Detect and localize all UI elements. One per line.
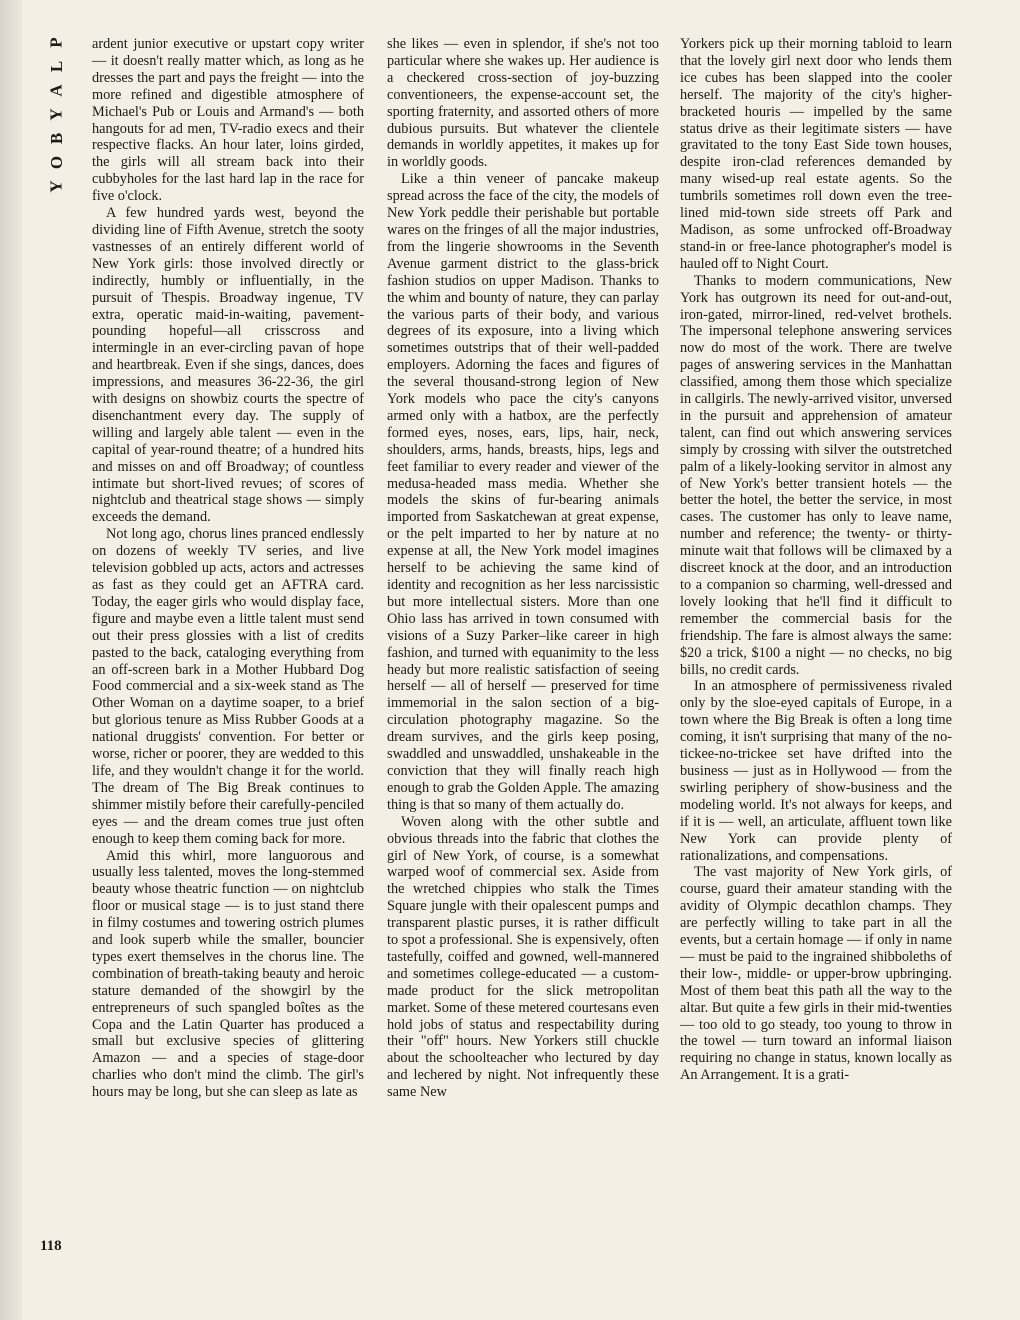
- masthead-letter: L: [47, 59, 66, 73]
- paragraph: Woven along with the other subtle and obvious threads into the fabric that clothes the girl of New York, of course, is a somewhat warped woof of commercial sex. Aside from the wretched chippies who stalk the Times Square jungle with their opalescent pumps and transparent plastic purses, it is rather difficult to spot a professional. She is expensively, often tastefully, coiffed and gowned, well-mannered and sometimes college-educated — a custom-made product for the slick metropolitan market. Some of these metered courtesans even hold jobs of status and respectability during their "off" hours. New Yorkers still chuckle about the schoolteacher who lectured by day and lechered by night. Not infrequently these same New: [387, 813, 659, 1101]
- masthead-letter: Y: [47, 179, 66, 193]
- paragraph: Not long ago, chorus lines pranced endlessly on dozens of weekly TV series, and live television gobbled up acts, actors and actresses as fast as they could get an AFTRA card. Today, the eager girls who would display face, figure and maybe even a little talent must send out their press glossies with a list of credits pasted to the back, cataloging everything from an off-screen bark in a Mother Hubbard Dog Food commercial and a six-week stand as The Other Woman on a daytime soaper, to a brief but glorious tenure as Miss Rubber Goods at a national druggists' convention. For better or worse, richer or poorer, they are wedded to this life, and they wouldn't change it for the world. The dream of The Big Break continues to shimmer mistily before their carefully-penciled eyes — and the dream comes true just often enough to keep them coming back for more.: [92, 526, 364, 847]
- page-edge: [0, 0, 22, 1320]
- paragraph: In an atmosphere of permissiveness rivaled only by the sloe-eyed capitals of Europe, in a town where the Big Break is often a long time coming, it isn't surprising that many of the no-tickee-no-trickee set have drifted into the business — just as in Hollywood — from the swirling periphery of show-business and the modeling world. It's not always for keeps, and if it is — well, an articulate, affluent town like New York can provide plenty of rationalizations, and compensations.: [680, 678, 952, 864]
- masthead-letter: P: [46, 36, 66, 48]
- masthead-letter: O: [46, 154, 66, 170]
- paragraph: Amid this whirl, more languorous and usually less talented, moves the long-stemmed beauty whose theatric function — on nightclub floor or musical stage — is to just stand there in filmy costumes and towering ostrich plumes and look superb while the smaller, bouncier types exert themselves in the chorus line. The combination of breath-taking beauty and heroic stature demanded of the showgirl by the entrepreneurs of such spangled boîtes as the Copa and the Latin Quarter has produced a small but exclusive species of glittering Amazon — and a species of stage-door charlies who don't mind the climb. The girl's hours may be long, but she can sleep as late as: [92, 847, 364, 1101]
- paragraph: Like a thin veneer of pancake makeup spread across the face of the city, the models of New York peddle their perishable but portable wares on the fringes of all the major industries, from the lingerie showrooms in the Seventh Avenue garment district to the glass-brick fashion studios on upper Madison. Thanks to the whim and bounty of nature, they can parlay the various parts of their body, and various degrees of its exposure, into a living which sometimes outstrips that of their well-padded employers. Adorning the faces and figures of the several thousand-strong legion of New York models who pace the city's canyons armed only with a hatbox, are the perfectly formed eyes, noses, ears, lips, hair, neck, shoulders, arms, hands, breasts, hips, legs and feet familiar to every reader and viewer of the medusa-headed mass media. Whether she models the skins of fur-bearing animals imported from Saskatchewan at great expense, or the pelt imparted to her by nature at no expense at all, the New York model imagines herself to be achieving the same kind of identity and recognition as her less narcissistic but more intellectual sisters. More than one Ohio lass has arrived in town consumed with visions of a Suzy Parker–like career in high fashion, and turned with equanimity to the less heady but more realistic satisfaction of seeing herself — all of herself — preserved for time immemorial in the salon section of a big-circulation photography magazine. So the dream survives, and the girls keep posing, swaddled and unswaddled, unshakeable in the conviction that they will finally reach high enough to grab the Golden Apple. The amazing thing is that so many of them actually do.: [387, 171, 659, 813]
- masthead: [42, 30, 72, 198]
- paragraph: she likes — even in splendor, if she's not too particular where she wakes up. Her audience is a checkered cross-section of joy-buzzing conventioneers, the expense-account set, the sporting fraternity, and assorted others of more dubious pursuits. But whatever the clientele demands in worldly appetites, it makes up for in worldly goods.: [387, 36, 659, 171]
- masthead-letter: B: [47, 131, 66, 145]
- text-column-2: [387, 36, 659, 1101]
- masthead-letter: A: [47, 83, 66, 97]
- paragraph: The vast majority of New York girls, of course, guard their amateur standing with the avidity of Olympic decathlon champs. They are perfectly willing to take part in all the events, but a certain homage — if only in name — must be paid to the ingrained shibboleths of their low-, middle- or upper-brow upbringing. Most of them beat this path all the way to the altar. But quite a few girls in their mid-twenties — too old to go steady, too young to throw in the towel — turn toward an informal liaison requiring no change in status, known locally as An Arrangement. It is a grati-: [680, 864, 952, 1084]
- paragraph: Thanks to modern communications, New York has outgrown its need for out-and-out, iron-gated, mirror-lined, red-velvet brothels. The impersonal telephone answering services now do most of the work. There are twelve pages of answering services in the Manhattan classified, among them those which specialize in callgirls. The newly-arrived visitor, unversed in the pursuit and apprehension of amateur talent, can find out which answering services simply by crossing with silver the outstretched palm of a likely-looking servitor in almost any of New York's better transient hotels — the better the hotel, the better the service, in most cases. The customer has only to leave name, number and reference; the twenty- or thirty-minute wait that follows will be climaxed by a discreet knock at the door, and an introduction to a companion so charming, well-dressed and lovely looking that he'll find it difficult to remember the commercial basis for the friendship. The fare is almost always the same: $20 a trick, $100 a night — no checks, no big bills, no credit cards.: [680, 272, 952, 678]
- text-column-3: [680, 36, 952, 1084]
- paragraph: A few hundred yards west, beyond the dividing line of Fifth Avenue, stretch the sooty vastnesses of an entirely different world of New York girls: those involved directly or indirectly, humbly or influentially, in the pursuit of Thespis. Broadway ingenue, TV extra, operatic maid-in-waiting, pavement-pounding hopeful—all crisscross and intermingle in an ever-circling pavan of hope and heartbreak. Even if she sings, dances, does impressions, and measures 36-22-36, the girl with designs on showbiz courts the spectre of disenchantment every day. The supply of willing and largely able talent — even in the capital of year-round theatre; of a hundred hits and misses on and off Broadway; of countless intimate but short-lived revues; of scores of nightclub and theatrical stage shows — simply exceeds the demand.: [92, 205, 364, 526]
- text-column-1: [92, 36, 364, 1101]
- paragraph: ardent junior executive or upstart copy writer — it doesn't really matter which, as long as he dresses the part and pays the freight — into the more refined and digestible atmosphere of Michael's Pub or Louis and Armand's — both hangouts for ad men, TV-radio execs and their respective flacks. An hour later, loins girded, the girls will all stream back into their cubbyholes for the last hard lap in the race for five o'clock.: [92, 36, 364, 205]
- masthead-letter: Y: [47, 107, 66, 121]
- page-number: 118: [40, 1238, 62, 1254]
- paragraph: Yorkers pick up their morning tabloid to learn that the lovely girl next door who lends them ice cubes has been slapped into the cooler herself. The majority of the city's higher-bracketed houris — impelled by the same status drive as their legitimate sisters — have gravitated to the tony East Side town houses, despite iron-clad references demanded by many wised-up real estate agents. So the tumbrils sometimes roll down even the tree-lined mid-town side streets off Park and Madison, as some unfrocked off-Broadway stand-in or free-lance photographer's model is hauled off to Night Court.: [680, 36, 952, 272]
